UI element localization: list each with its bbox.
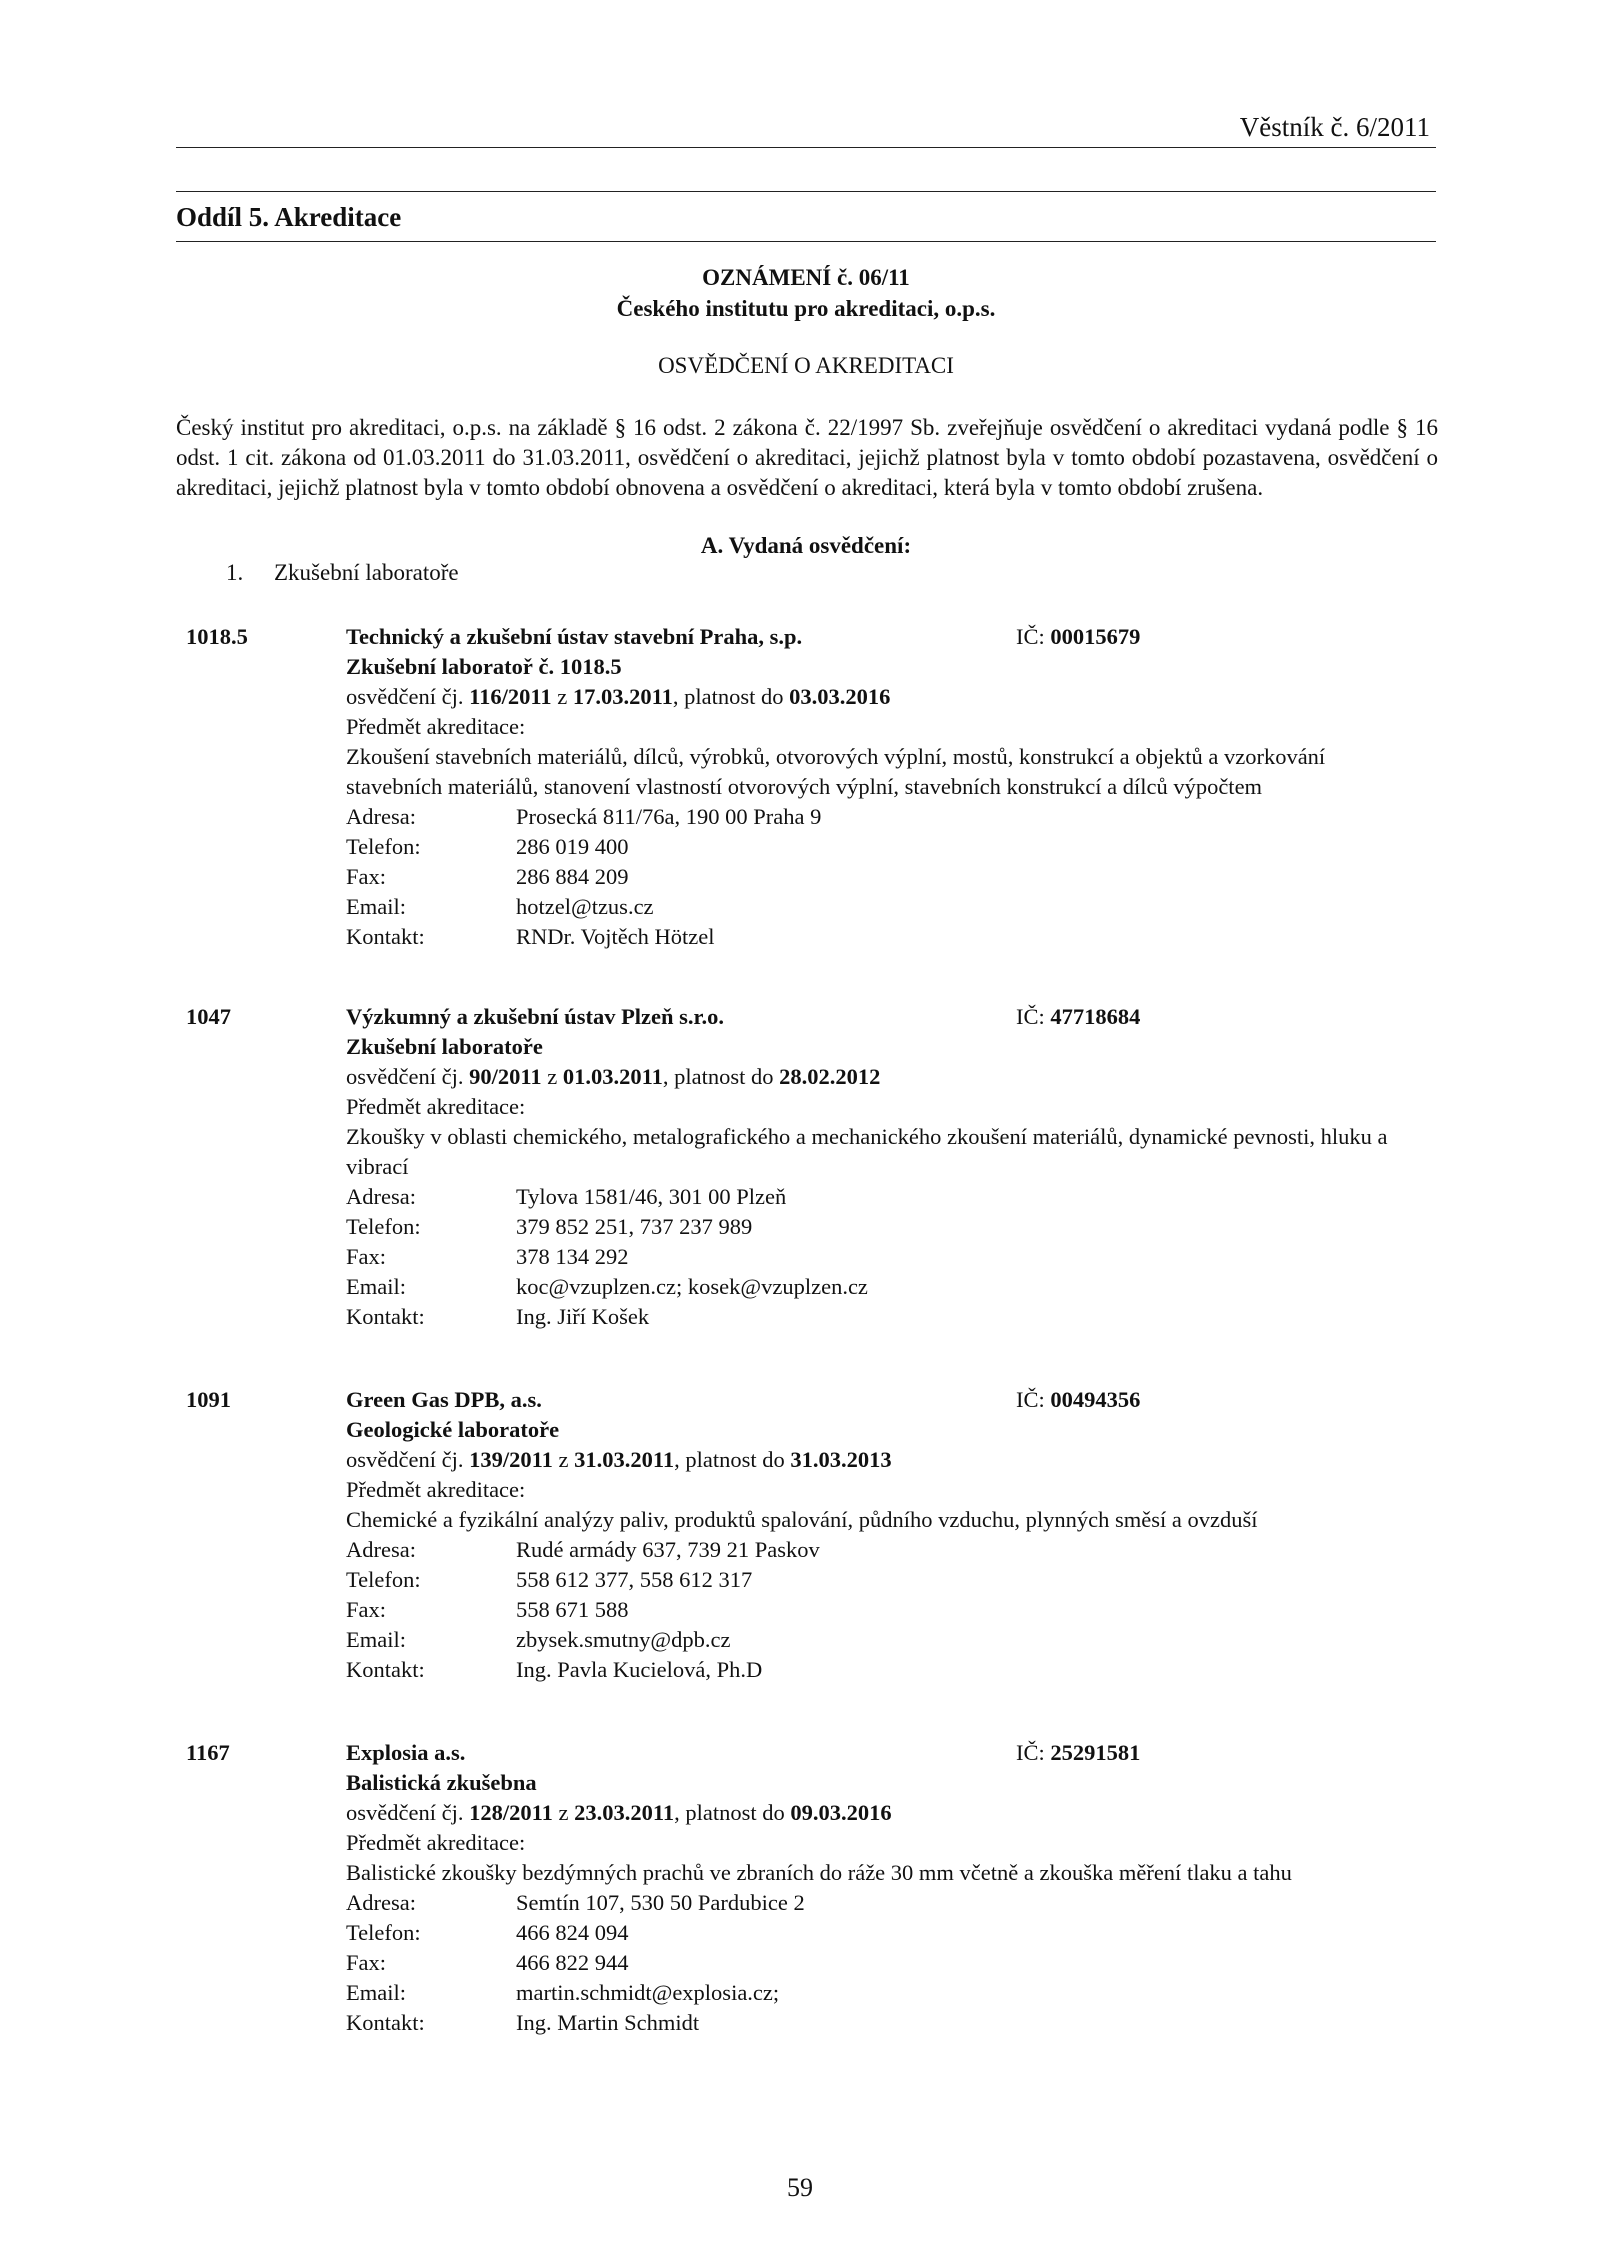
cert-number: 116/2011 [469, 684, 552, 709]
fax-row [346, 1948, 1406, 1978]
category-number: 1. [226, 560, 244, 585]
announcement-issuer: Českého institutu pro akreditaci, o.p.s. [616, 296, 996, 321]
cert-prefix: osvědčení čj. [346, 1064, 464, 1089]
phone-row [346, 1918, 1406, 1948]
phone-label: Telefon: [346, 834, 421, 859]
ic-label: IČ: [1016, 1740, 1045, 1765]
fax-label: Fax: [346, 1597, 387, 1622]
ic-value: 25291581 [1050, 1740, 1141, 1765]
cert-valid-until: 09.03.2016 [790, 1800, 892, 1825]
contact-row [346, 2008, 1406, 2038]
email-label: Email: [346, 1627, 406, 1652]
entry-subject: Zkoušky v oblasti chemického, metalografického a mechanického zkoušení materiálů, dynamické pevnosti, hluku a vibrací [346, 1124, 1388, 1179]
cert-from: z [558, 1447, 569, 1472]
ic-label: IČ: [1016, 1004, 1045, 1029]
fax-label: Fax: [346, 1244, 387, 1269]
address-value: Prosecká 811/76a, 190 00 Praha 9 [516, 804, 822, 829]
entry-code: 1018.5 [186, 624, 248, 649]
phone-value: 286 019 400 [516, 834, 629, 859]
entry-code: 1091 [186, 1387, 231, 1412]
cert-valid-label: , platnost do [672, 684, 784, 709]
entry-organization: Výzkumný a zkušební ústav Plzeň s.r.o. [346, 1004, 724, 1029]
fax-row [346, 1242, 1406, 1272]
phone-value: 466 824 094 [516, 1920, 629, 1945]
announcement-subtitle: OSVĚDČENÍ O AKREDITACI [658, 353, 954, 378]
fax-row [346, 1595, 1406, 1625]
subject-label: Předmět akreditace: [346, 714, 526, 739]
fax-value: 466 822 944 [516, 1950, 629, 1975]
address-row [346, 1535, 1406, 1565]
ic-label: IČ: [1016, 624, 1045, 649]
entry-body [346, 622, 1406, 952]
entry-organization: Technický a zkušební ústav stavební Praha, s.p. [346, 624, 803, 649]
cert-from: z [557, 684, 568, 709]
header-rule [176, 147, 1436, 148]
journal-title: Věstník č. 6/2011 [1239, 112, 1430, 142]
fax-row [346, 862, 1406, 892]
entry-certificate [346, 1062, 1406, 1092]
part-heading: A. Vydaná osvědčení: [700, 533, 912, 558]
cert-from: z [558, 1800, 569, 1825]
entry-code: 1167 [186, 1740, 230, 1765]
page-number: 59 [787, 2173, 813, 2202]
address-value: Semtín 107, 530 50 Pardubice 2 [516, 1890, 805, 1915]
address-label: Adresa: [346, 804, 416, 829]
cert-prefix: osvědčení čj. [346, 1800, 464, 1825]
cert-valid-until: 03.03.2016 [789, 684, 891, 709]
cert-issued: 01.03.2011 [562, 1064, 663, 1089]
address-value: Tylova 1581/46, 301 00 Plzeň [516, 1184, 787, 1209]
cert-from: z [547, 1064, 558, 1089]
cert-number: 90/2011 [469, 1064, 542, 1089]
entry-unit: Zkušební laboratoře [346, 1034, 543, 1059]
entry-code: 1047 [186, 1004, 231, 1029]
fax-value: 286 884 209 [516, 864, 629, 889]
email-label: Email: [346, 1980, 406, 2005]
ic-value: 00494356 [1050, 1387, 1141, 1412]
cert-valid-label: , platnost do [674, 1447, 785, 1472]
cert-valid-label: , platnost do [674, 1800, 785, 1825]
contact-label: Kontakt: [346, 2010, 425, 2035]
email-value: zbysek.smutny@dpb.cz [516, 1627, 731, 1652]
fax-value: 378 134 292 [516, 1244, 629, 1269]
cert-issued: 17.03.2011 [572, 684, 673, 709]
contact-value: RNDr. Vojtěch Hötzel [516, 924, 715, 949]
contact-label: Kontakt: [346, 1657, 425, 1682]
phone-row [346, 1565, 1406, 1595]
fax-label: Fax: [346, 1950, 387, 1975]
contact-row [346, 1655, 1406, 1685]
entry-subject: Zkoušení stavebních materiálů, dílců, výrobků, otvorových výplní, mostů, konstrukcí a objektů a vzorkování stavebních materiálů, stanovení vlastností otvorových výplní, stavebních konstrukcí a dílců výpočtem [346, 744, 1326, 799]
entry-certificate [346, 1445, 1406, 1475]
intro-text: Český institut pro akreditaci, o.p.s. na základě § 16 odst. 2 zákona č. 22/1997 Sb. zveřejňuje osvědčení o akreditaci vydaná podle § 16 odst. 1 cit. zákona od 01.03.2011 do 31.03.2011, osvědčení o akreditaci, jejichž platnost byla v tomto období pozastavena, osvědčení o akreditaci, jejichž platnost byla v tomto období obnovena a osvědčení o akreditaci, která byla v tomto období zrušena. [176, 415, 1438, 500]
address-label: Adresa: [346, 1890, 416, 1915]
entry-unit: Balistická zkušebna [346, 1770, 537, 1795]
entry-subject: Chemické a fyzikální analýzy paliv, produktů spalování, půdního vzduchu, plynných směsí a ovzduší [346, 1507, 1258, 1532]
email-value: koc@vzuplzen.cz; kosek@vzuplzen.cz [516, 1274, 868, 1299]
entry-certificate [346, 1798, 1406, 1828]
cert-number: 139/2011 [469, 1447, 553, 1472]
contact-row [346, 1302, 1406, 1332]
entry-organization: Explosia a.s. [346, 1740, 466, 1765]
entry-body [346, 1385, 1406, 1685]
category-label: Zkušební laboratoře [274, 560, 459, 585]
ic-value: 47718684 [1050, 1004, 1141, 1029]
address-row [346, 802, 1406, 832]
cert-valid-until: 28.02.2012 [779, 1064, 881, 1089]
email-row [346, 1272, 1406, 1302]
section-rule-bottom [176, 241, 1436, 242]
entry-organization: Green Gas DPB, a.s. [346, 1387, 542, 1412]
phone-row [346, 1212, 1406, 1242]
cert-prefix: osvědčení čj. [346, 684, 464, 709]
cert-valid-until: 31.03.2013 [790, 1447, 892, 1472]
subject-label: Předmět akreditace: [346, 1094, 526, 1119]
contact-label: Kontakt: [346, 1304, 425, 1329]
phone-value: 379 852 251, 737 237 989 [516, 1214, 753, 1239]
entry-body [346, 1002, 1406, 1332]
address-label: Adresa: [346, 1184, 416, 1209]
phone-label: Telefon: [346, 1920, 421, 1945]
email-value: hotzel@tzus.cz [516, 894, 654, 919]
cert-issued: 31.03.2011 [574, 1447, 675, 1472]
fax-value: 558 671 588 [516, 1597, 629, 1622]
email-label: Email: [346, 894, 406, 919]
subject-label: Předmět akreditace: [346, 1830, 526, 1855]
entry-subject: Balistické zkoušky bezdýmných prachů ve zbraních do ráže 30 mm včetně a zkouška měření tlaku a tahu [346, 1860, 1292, 1885]
entry-certificate [346, 682, 1406, 712]
email-row [346, 1978, 1406, 2008]
phone-row [346, 832, 1406, 862]
contact-value: Ing. Pavla Kucielová, Ph.D [516, 1657, 763, 1682]
ic-value: 00015679 [1050, 624, 1141, 649]
contact-value: Ing. Martin Schmidt [516, 2010, 700, 2035]
contact-row [346, 922, 1406, 952]
contact-value: Ing. Jiří Košek [516, 1304, 650, 1329]
address-row [346, 1888, 1406, 1918]
contact-label: Kontakt: [346, 924, 425, 949]
entry-body [346, 1738, 1406, 2038]
cert-prefix: osvědčení čj. [346, 1447, 464, 1472]
section-title: Oddíl 5. Akreditace [176, 202, 402, 232]
fax-label: Fax: [346, 864, 387, 889]
address-row [346, 1182, 1406, 1212]
subject-label: Předmět akreditace: [346, 1477, 526, 1502]
cert-valid-label: , platnost do [662, 1064, 774, 1089]
cert-number: 128/2011 [469, 1800, 553, 1825]
email-row [346, 1625, 1406, 1655]
entry-unit: Zkušební laboratoř č. 1018.5 [346, 654, 622, 679]
section-rule-top [176, 191, 1436, 192]
email-label: Email: [346, 1274, 406, 1299]
entry-unit: Geologické laboratoře [346, 1417, 560, 1442]
ic-label: IČ: [1016, 1387, 1045, 1412]
cert-issued: 23.03.2011 [574, 1800, 675, 1825]
phone-label: Telefon: [346, 1214, 421, 1239]
announcement-number: OZNÁMENÍ č. 06/11 [702, 265, 910, 290]
address-label: Adresa: [346, 1537, 416, 1562]
email-value: martin.schmidt@explosia.cz; [516, 1980, 780, 2005]
phone-label: Telefon: [346, 1567, 421, 1592]
email-row [346, 892, 1406, 922]
intro-paragraph [176, 413, 1438, 503]
phone-value: 558 612 377, 558 612 317 [516, 1567, 753, 1592]
address-value: Rudé armády 637, 739 21 Paskov [516, 1537, 820, 1562]
